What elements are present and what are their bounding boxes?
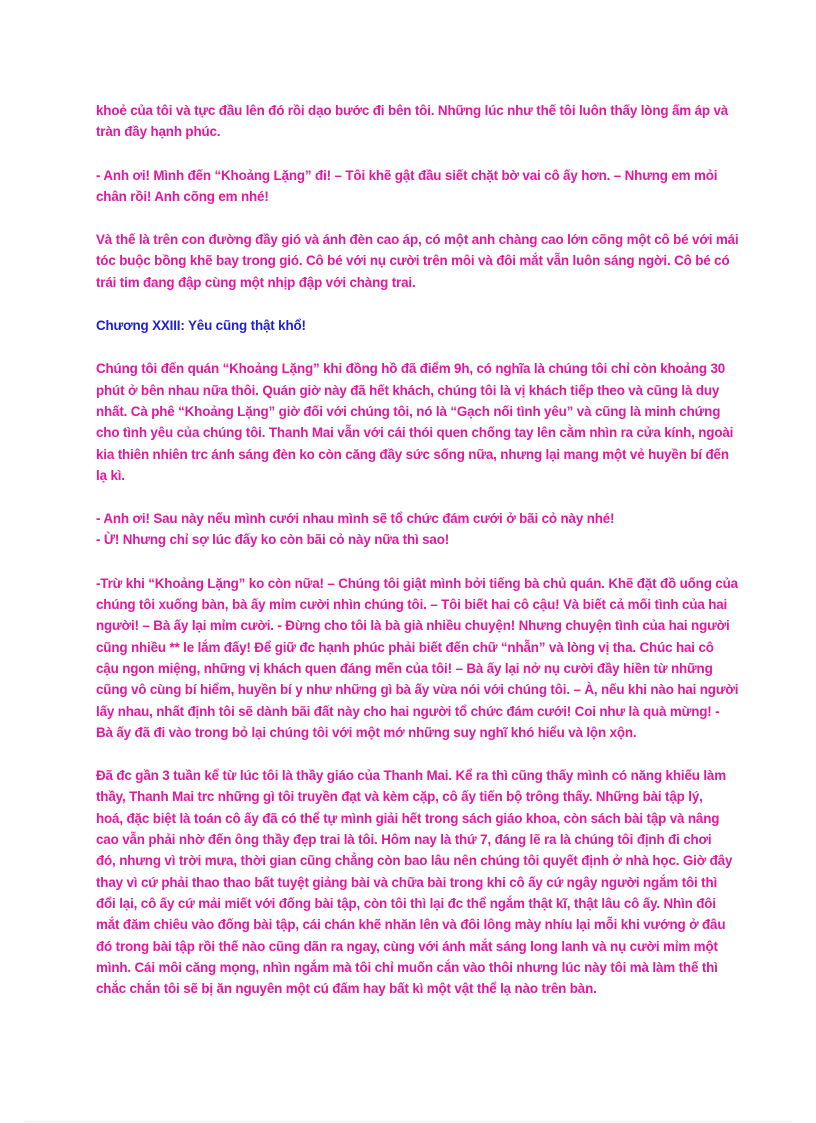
text-line: cậu ngon miệng, những vị khách quen đáng mến của tôi! – Bà ấy lại nở nụ cười đầy hiền từ những bbox=[96, 660, 713, 676]
text-line: Đã đc gần 3 tuần kể từ lúc tôi là thầy giáo của Thanh Mai. Kể ra thì cũng thấy mình có năng khiếu làm bbox=[96, 768, 726, 784]
text-line: lấy nhau, nhất định tôi sẽ dành bãi đất này cho hai người tổ chức đám cưới! Coi như là quà mừng! - bbox=[96, 703, 720, 719]
text-line: đổi lại, cô ấy cứ mải miết với đống bài tập, còn tôi thì lại đc thể ngắm thật kĩ, thật lâu cô ấy. Nhìn đôi bbox=[96, 895, 716, 911]
text-line: kia thiên nhiên trc ánh sáng đèn ko còn căng đầy sức sống nữa, nhưng lại mang một vẻ huyền bí đến bbox=[96, 446, 729, 462]
text-line: - Anh ơi! Mình đến “Khoảng Lặng” đi! – Tôi khẽ gật đầu siết chặt bờ vai cô ấy hơn. – Nhưng em mỏi bbox=[96, 167, 718, 183]
text-line: Và thế là trên con đường đầy gió và ánh đèn cao áp, có một anh chàng cao lớn cõng một cô bé với mái bbox=[96, 232, 739, 248]
text-line: chúng tôi xuống bàn, bà ấy mỉm cười nhìn chúng tôi. – Tôi biết hai cô cậu! Và biết cả mối tình của hai bbox=[96, 597, 728, 613]
paragraph bbox=[96, 508, 726, 551]
paragraph bbox=[96, 573, 739, 743]
paragraph bbox=[96, 765, 733, 999]
text-line: hoá, đặc biệt là toán cô ấy đã có thể tự mình giải hết trong sách giáo khoa, còn sách bài tập và nâng bbox=[96, 810, 720, 826]
text-line: Chúng tôi đến quán “Khoảng Lặng” khi đồng hồ đã điểm 9h, có nghĩa là chúng tôi chỉ còn khoảng 30 bbox=[96, 361, 726, 377]
document-page bbox=[96, 100, 739, 1021]
text-line: lạ kì. bbox=[96, 467, 125, 483]
text-line: -Trừ khi “Khoảng Lặng” ko còn nữa! – Chúng tôi giật mình bởi tiếng bà chủ quán. Khẽ đặt đồ uống của bbox=[96, 575, 738, 591]
text-line: đó trong bài tập rồi thế nào cũng dãn ra ngay, cùng với ánh mắt sáng long lanh và nụ cười mỉm một bbox=[96, 938, 718, 954]
text-line: đó, nhưng vì trời mưa, thời gian cũng chẳng còn bao lâu nên chúng tôi quyết định ở nhà học. Giờ đây bbox=[96, 853, 733, 869]
text-line: trái tim đang đập cùng một nhịp đập với chàng trai. bbox=[96, 274, 416, 290]
text-line: thay vì cứ phải thao thao bất tuyệt giảng bài và chữa bài trong khi cô ấy cứ ngây người ngắm tôi thì bbox=[96, 874, 718, 890]
text-line: - Anh ơi! Sau này nếu mình cưới nhau mình sẽ tổ chức đám cưới ở bãi cỏ này nhé! bbox=[96, 511, 615, 527]
text-line: cho tình yêu của chúng tôi. Thanh Mai vẫn với cái thói quen chống tay lên cằm nhìn ra cửa kính, ngoài bbox=[96, 425, 734, 441]
text-line: tràn đầy hạnh phúc. bbox=[96, 124, 221, 140]
chapter-heading bbox=[96, 315, 726, 336]
text-line: cũng nhiều ** le lắm đấy! Để giữ đc hạnh phúc phải biết đến chữ “nhẫn” và lòng vị tha. Chúc hai cô bbox=[96, 639, 714, 655]
paragraph bbox=[96, 229, 739, 293]
page-bottom-divider bbox=[24, 1121, 792, 1122]
text-line: Chương XXIII: Yêu cũng thật khổ! bbox=[96, 318, 306, 334]
text-line: cao vẫn phải nhờ đến ông thầy đẹp trai là tôi. Hôm nay là thứ 7, đáng lẽ ra là chúng tôi định đi chơi bbox=[96, 832, 712, 848]
text-line: nhất. Cà phê “Khoảng Lặng” giờ đối với chúng tôi, nó là “Gạch nối tình yêu” và cũng là minh chứng bbox=[96, 403, 721, 419]
paragraph bbox=[96, 165, 726, 208]
paragraph bbox=[96, 100, 729, 143]
text-line: chắc chắn tôi sẽ bị ăn nguyên một cú đấm hay bất kì một vật thể lạ nào trên bàn. bbox=[96, 981, 597, 997]
text-line: - Ừ! Nhưng chỉ sợ lúc đấy ko còn bãi cỏ này nữa thì sao! bbox=[96, 532, 450, 548]
text-line: người! – Bà ấy lại mỉm cười. - Đừng cho tôi là bà già nhiều chuyện! Nhưng chuyện tình của hai người bbox=[96, 618, 730, 634]
text-line: chân rồi! Anh cõng em nhé! bbox=[96, 188, 269, 204]
text-line: tóc buộc bồng khẽ bay trong gió. Cô bé với nụ cười trên môi và đôi mắt vẫn luôn sáng ngời. Cô bé có bbox=[96, 253, 730, 269]
text-line: thầy, Thanh Mai trc những gì tôi truyền đạt và kèm cặp, cô ấy tiến bộ trông thấy. Những bài tập lý, bbox=[96, 789, 703, 805]
text-line: mắt đăm chiêu vào đống bài tập, cái chán khẽ nhăn lên và đôi lông mày nhíu lại mỗi khi vướng ở đâu bbox=[96, 917, 726, 933]
text-line: Bà ấy đã đi vào trong bỏ lại chúng tôi với một mớ những suy nghĩ khó hiểu và lộn xộn. bbox=[96, 724, 637, 740]
text-line: mình. Cái môi căng mọng, nhìn ngắm mà tôi chỉ muốn cắn vào thôi nhưng lúc này tôi mà làm thế thì bbox=[96, 959, 718, 975]
paragraph bbox=[96, 358, 734, 486]
text-line: cũng vô cùng bí hiểm, huyền bí y như những gì bà ấy vừa nói với chúng tôi. – À, nếu khi nào hai người bbox=[96, 682, 739, 698]
text-line: phút ở bên nhau nữa thôi. Quán giờ này đã hết khách, chúng tôi là vị khách tiếp theo và cũng là duy bbox=[96, 382, 720, 398]
text-line: khoẻ của tôi và tực đầu lên đó rồi dạo bước đi bên tôi. Những lúc như thế tôi luôn thấy lòng ấm áp và bbox=[96, 103, 729, 118]
